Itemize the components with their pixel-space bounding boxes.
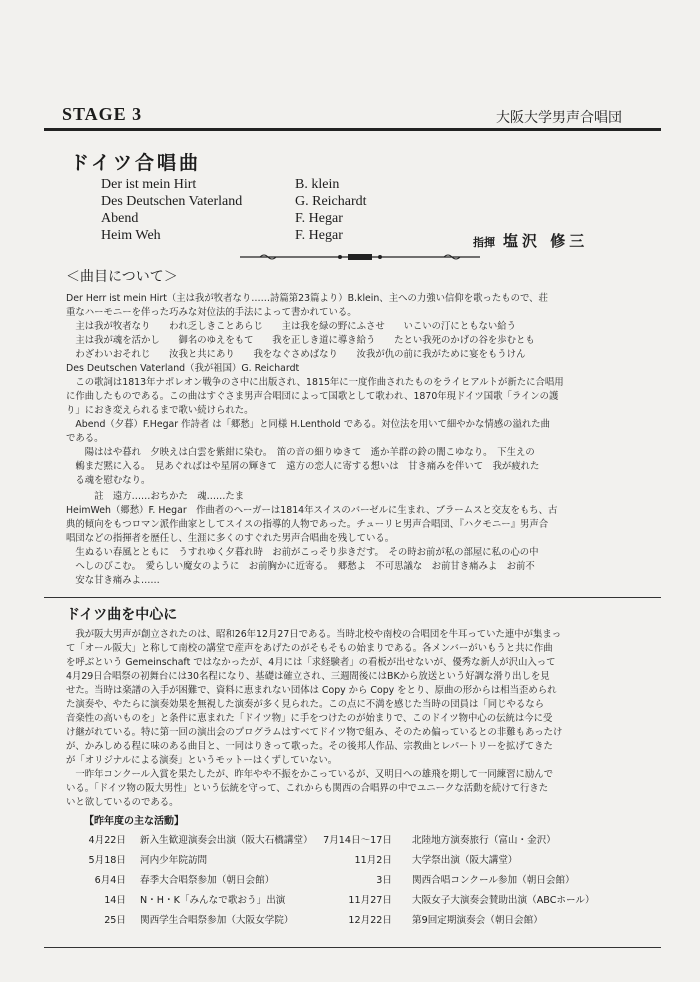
- activity-event: 関西学生合唱祭参加（大阪女学院）: [140, 915, 294, 926]
- about-line: HeimWeh（郷愁）F. Hegar 作曲者のヘーガーは1814年スイスのバーゼルに生まれ、ブラームスと交友をもち、古: [66, 505, 558, 516]
- conductor-label: 指揮: [473, 236, 495, 249]
- history-line: 一昨年コンクール入賞を果たしたが、昨年やや不振をかこっているが、又明日への雄飛を期して一同練習に励んで: [66, 769, 553, 780]
- history-line: け継がれている。特に第一回の演出会のプログラムはすべてドイツ物で組み、そのため偏っているとの非難もあったけ: [66, 727, 563, 738]
- about-line: り」におき変えられるまで歌い続けられた。: [66, 405, 254, 416]
- about-line: に作曲したものである。この曲はすぐさま男声合唱団によって国歌として歌われ、1870年現ドイツ国歌「ラインの護: [66, 391, 559, 402]
- header-rule: [44, 128, 661, 131]
- about-line: 主は我が魂を活かし 御名のゆえをもて 我を正しき道に導き給う たとい我死のかげの谷を歩むとも: [66, 335, 535, 346]
- activity-event: 新入生歓迎演奏会出演（阪大石橋講堂）: [140, 835, 313, 846]
- bottom-rule: [44, 947, 661, 948]
- choir-name: 大阪大学男声合唱団: [496, 110, 622, 126]
- conductor: [473, 230, 588, 251]
- about-line: 鶫まだ黙に入る。 見あぐればはや星屑の輝きて 遠方の恋人に寄する想いは 甘き痛みを伴いて 我が疲れた: [66, 461, 540, 472]
- about-line: である。: [66, 433, 104, 444]
- about-line: この歌詞は1813年ナポレオン戦争のさ中に出版され、1815年に一度作曲されたものをライヒアルトが新たに合唱用: [66, 377, 564, 388]
- about-line: Abend（夕暮）F.Hegar 作詩者 は「郷愁」と同様 H.Lenthold である。対位法を用いて細やかな情感の溢れた曲: [66, 419, 550, 430]
- activity-event: 春季大合唱祭参加（朝日会館）: [140, 875, 275, 886]
- activity-date: 4月22日: [88, 835, 126, 846]
- activity-date: 5月18日: [88, 855, 126, 866]
- history-line: た演奏や、やたらに演奏効果を無視した演奏が多く見られた。この点に不満を感じた当時の団員は「同じやるなら: [66, 699, 544, 710]
- about-line: 陽ははや暮れ 夕映えは白雲を紫紺に染む。 笛の音の細りゆきて 遙か羊群の鈴の闇こゆなり。 下生えの: [66, 447, 535, 458]
- conductor-name: 塩沢 修三: [503, 232, 589, 250]
- history-heading: ドイツ曲を中心に: [66, 607, 178, 623]
- activity-date: 3日: [376, 875, 392, 886]
- about-line: 典的傾向をもつロマン派作曲家としてスイスの指導的人物であった。チューリヒ男声合唱団、『ハクモニー』男声合: [66, 519, 549, 530]
- about-line: 唱団などの指揮者を歴任し、生涯に多くのすぐれた男声合唱曲を残している。: [66, 533, 395, 544]
- activity-event: 大学祭出演（阪大講堂）: [412, 855, 518, 866]
- history-line: いと欲しているのである。: [66, 797, 179, 808]
- history-line: て「オール阪大」と称して南校の講堂で産声をあげたのがそもそもの始まりである。各メンバーがいもうと共に作曲: [66, 643, 553, 654]
- activity-date: 7月14日～17日: [323, 835, 392, 846]
- activity-date: 11月27日: [348, 895, 392, 906]
- activities-heading: 【昨年度の主な活動】: [84, 816, 184, 827]
- activity-date: 6月4日: [94, 875, 126, 886]
- stage-heading: STAGE 3: [62, 104, 143, 124]
- song-composer: B. klein: [295, 177, 340, 192]
- about-line: 註 遠方……おちかた 魂……たま: [66, 491, 245, 502]
- activity-event: 河内少年院訪問: [140, 855, 208, 866]
- activity-event: N・H・K「みんなで歌おう」出演: [140, 895, 286, 906]
- activity-event: 北陸地方演奏旅行（富山・金沢）: [412, 835, 556, 846]
- section-rule: [44, 597, 661, 598]
- history-line: が、かみしめる程に味のある曲目と、一同はりきって歌った。その後邦人作品、宗教曲とレパートリーを拡げてきた: [66, 741, 553, 752]
- program-title: ドイツ合唱曲: [70, 152, 202, 174]
- activity-event: 関西合唱コンクール参加（朝日会館）: [412, 875, 575, 886]
- activity-event: 大阪女子大演奏会賛助出演（ABCホール）: [412, 895, 595, 906]
- activity-date: 11月2日: [354, 855, 392, 866]
- activity-date: 14日: [104, 895, 126, 906]
- song-title: Des Deutschen Vaterland: [101, 194, 243, 209]
- about-heading: ＜曲目について＞: [66, 269, 178, 285]
- about-line: わざわいおそれじ 汝我と共にあり 我をなぐさめばなり 汝我が仇の前に我がために宴をもうけん: [66, 349, 526, 360]
- about-line: 重なハーモニーを伴った巧みな対位法的手法によって書かれている。: [66, 307, 357, 318]
- about-line: へしのびこむ。 愛らしい魔女のように お前胸かに近寄る。 郷愁よ 不可思議な お前甘き痛みよ お前不: [66, 561, 535, 572]
- song-title: Heim Weh: [101, 228, 161, 243]
- about-line: 安な甘き痛みよ……: [66, 575, 160, 586]
- activity-event: 第9回定期演奏会（朝日会館）: [412, 915, 543, 926]
- history-line: いる。「ドイツ物の阪大男性」という伝統を守って、これからも関西の合唱界の中でユニークな活動を続けて行きた: [66, 783, 549, 794]
- song-composer: G. Reichardt: [295, 194, 367, 209]
- about-line: Der Herr ist mein Hirt（主は我が牧者なり……詩篇第23篇より）B.klein、主への力強い信仰を歌ったもので、荘: [66, 293, 548, 304]
- about-line: 生ぬるい春風とともに うすれゆく夕暮れ時 お前がこっそり歩きだす。 その時お前が私の部屋に私の心の中: [66, 547, 539, 558]
- about-line: 主は我が牧者なり われ乏しきことあらじ 主は我を緑の野にふさせ いこいの汀にともない給う: [66, 321, 517, 332]
- history-line: 4月29日合唱祭の初舞台には30名程になり、基礎は確立され、三週間後にはBKから放送という好調な滑り出しを見: [66, 671, 550, 682]
- about-line: る魂を慰むなり。: [66, 475, 151, 486]
- history-line: 音楽性の高いものを」と条件に恵まれた「ドイツ物」に手をつけたのが始まりで、このドイツ物中心の伝統は今に受: [66, 713, 553, 724]
- song-title: Abend: [101, 211, 139, 226]
- about-line: Des Deutschen Vaterland（我が祖国）G. Reichardt: [66, 363, 300, 374]
- song-composer: F. Hegar: [295, 211, 343, 226]
- history-line: せた。当時は楽譜の入手が困難で、資料に恵まれない団体は Copy から Copy をとり、原曲の形からは相当歪められ: [66, 685, 557, 696]
- history-line: 我が阪大男声が創立されたのは、昭和26年12月27日である。当時北校や南校の合唱団を牛耳っていた連中が集まっ: [66, 629, 562, 640]
- ornament-divider: [240, 253, 480, 261]
- activity-date: 12月22日: [348, 915, 392, 926]
- song-title: Der ist mein Hirt: [101, 177, 197, 192]
- song-composer: F. Hegar: [295, 228, 343, 243]
- history-line: を呼ぶという Gemeinschaft ではなかったが、4月には「求経験者」の看板が出せないが、優秀な新人が沢山入って: [66, 657, 556, 668]
- history-line: が「オリジナルによる演奏」というモットーはくずしていない。: [66, 755, 338, 766]
- activity-date: 25日: [104, 915, 126, 926]
